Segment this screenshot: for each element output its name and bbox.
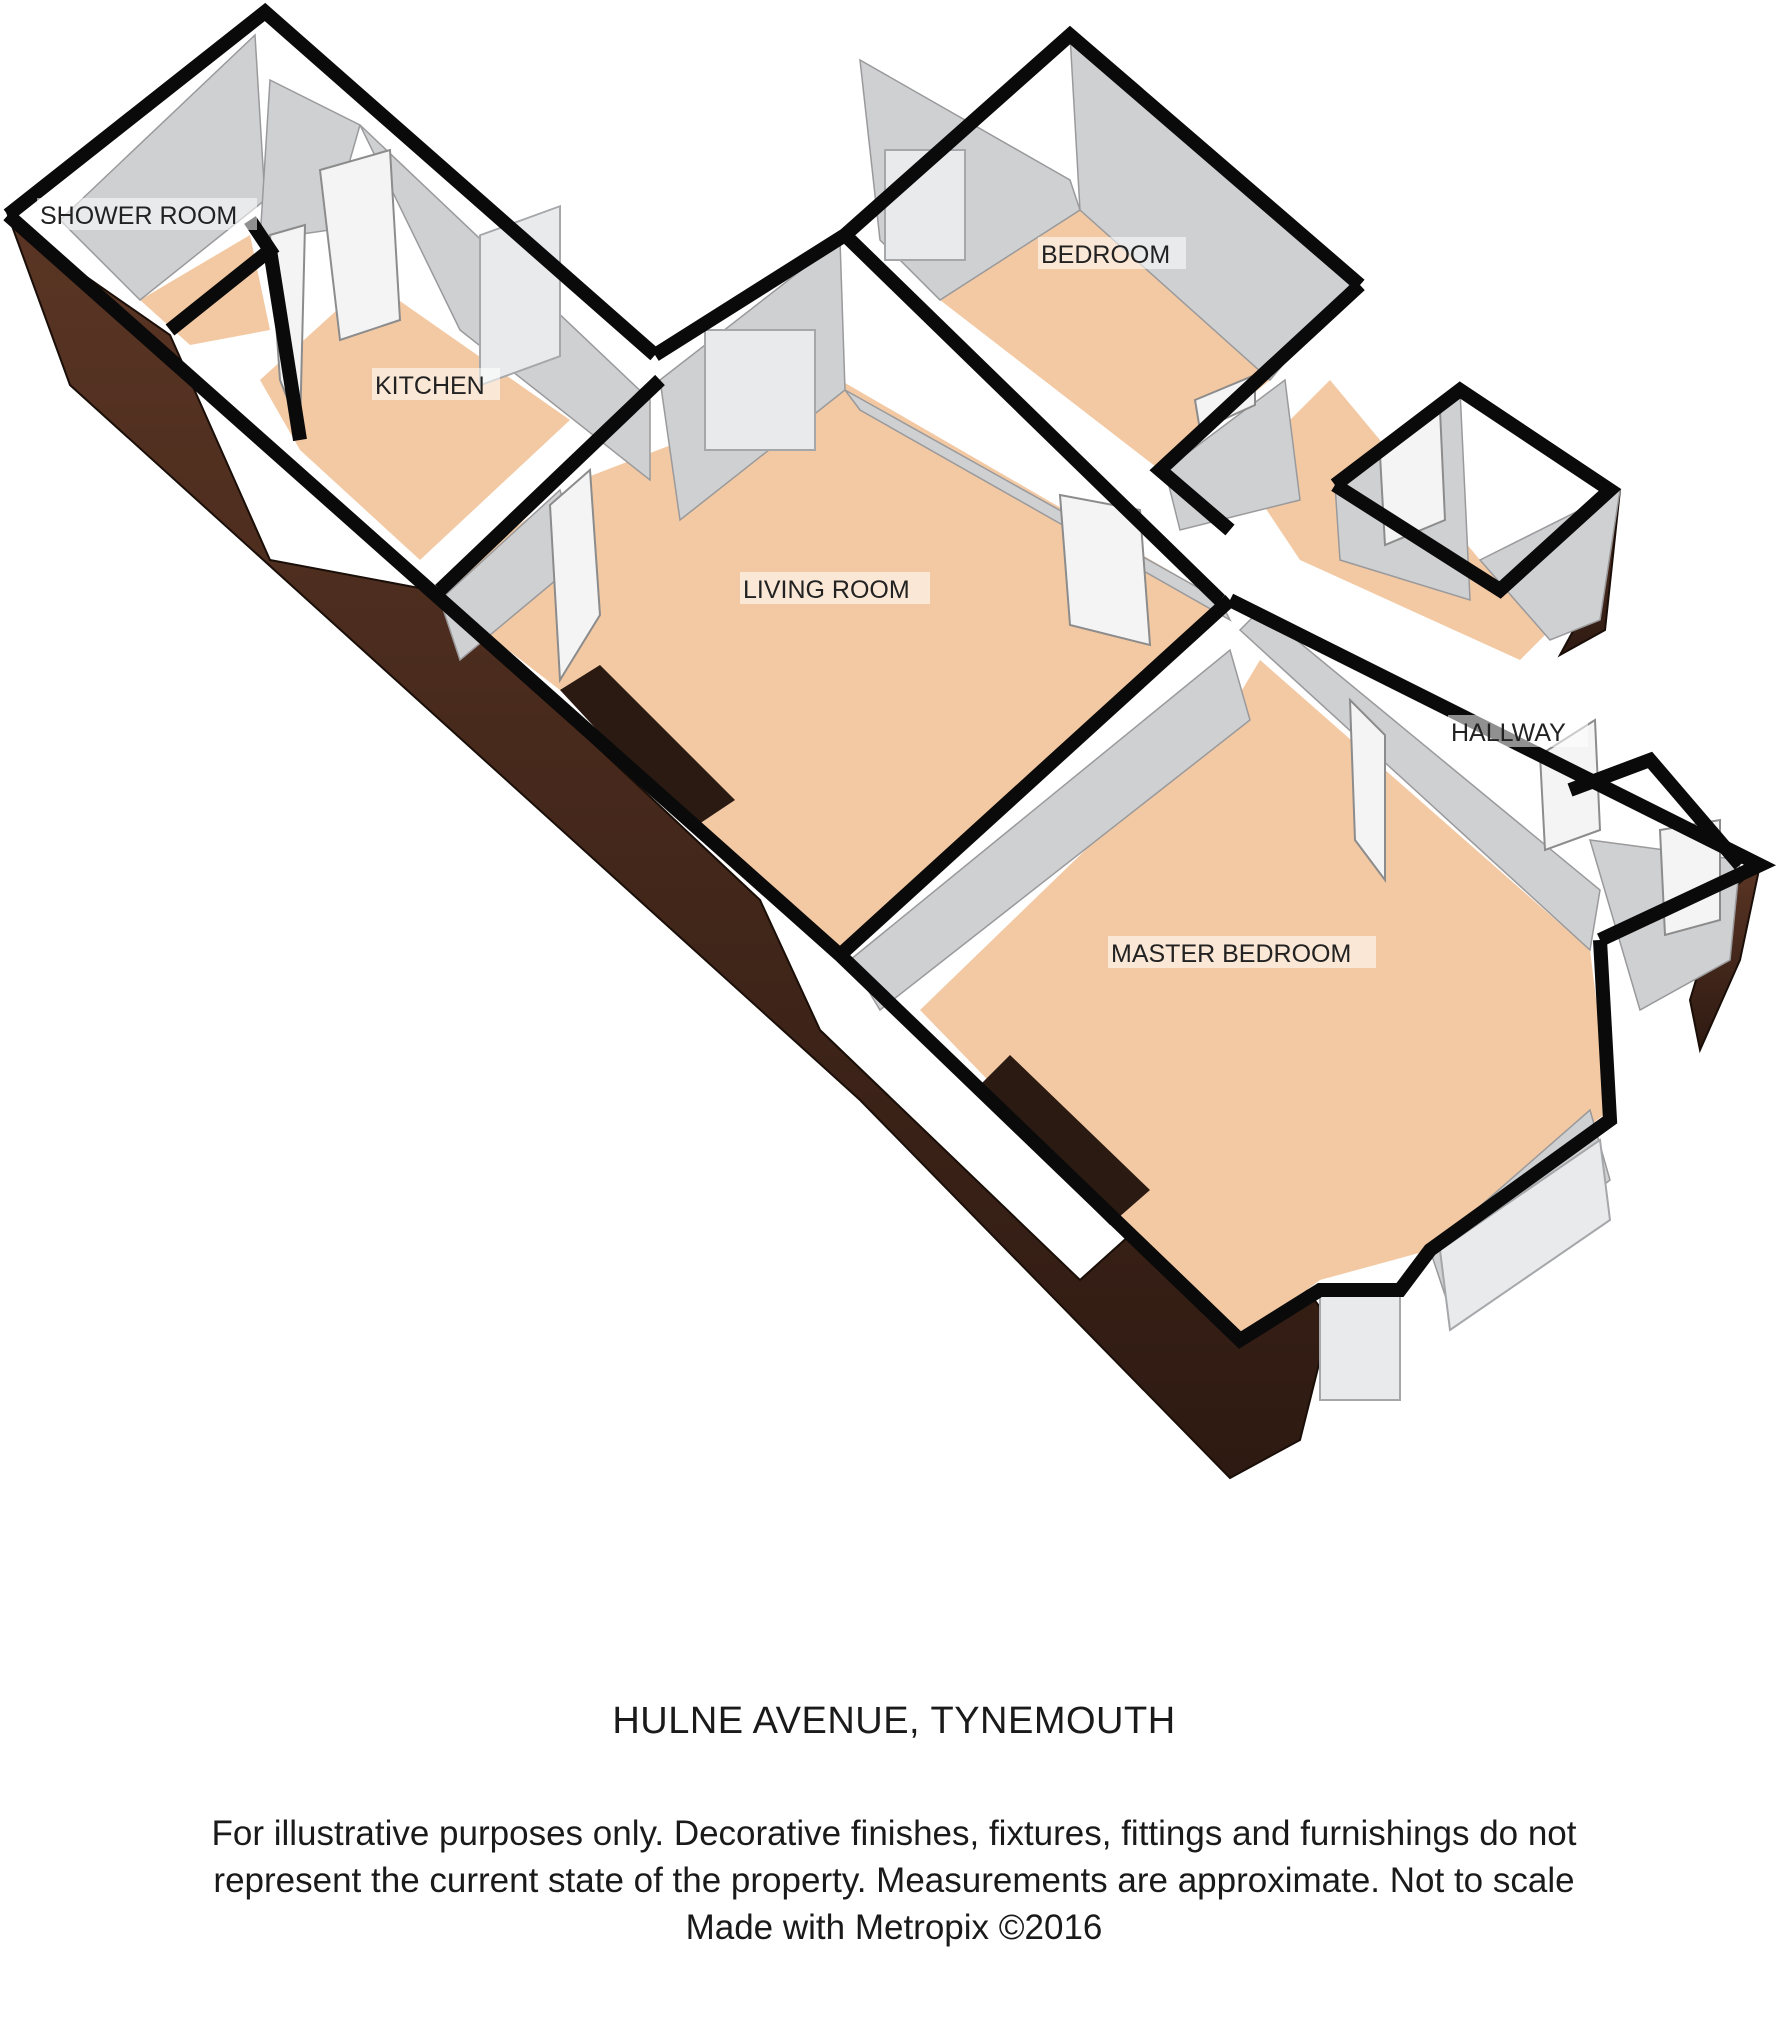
disclaimer-line-2: represent the current state of the property. Measurements are approximate. Not to scale: [213, 1861, 1575, 1900]
bay-window-left: [1320, 1290, 1400, 1400]
room-label-master-bedroom: MASTER BEDROOM: [1111, 940, 1352, 968]
room-label-bedroom: BEDROOM: [1041, 241, 1171, 269]
property-address: HULNE AVENUE, TYNEMOUTH: [612, 1700, 1176, 1742]
room-label-living-room: LIVING ROOM: [743, 576, 910, 604]
room-label-kitchen: KITCHEN: [375, 372, 485, 400]
room-label-shower-room: SHOWER ROOM: [40, 202, 238, 230]
disclaimer-line-1: For illustrative purposes only. Decorative finishes, fixtures, fittings and furnishings do not: [211, 1814, 1577, 1853]
disclaimer: [40, 1810, 1748, 1951]
floors: [140, 210, 1610, 1340]
disclaimer-line-3: Made with Metropix ©2016: [685, 1908, 1103, 1947]
living-room-window: [705, 330, 815, 450]
room-label-hallway: HALLWAY: [1451, 719, 1566, 747]
kitchen-door: [320, 150, 400, 340]
